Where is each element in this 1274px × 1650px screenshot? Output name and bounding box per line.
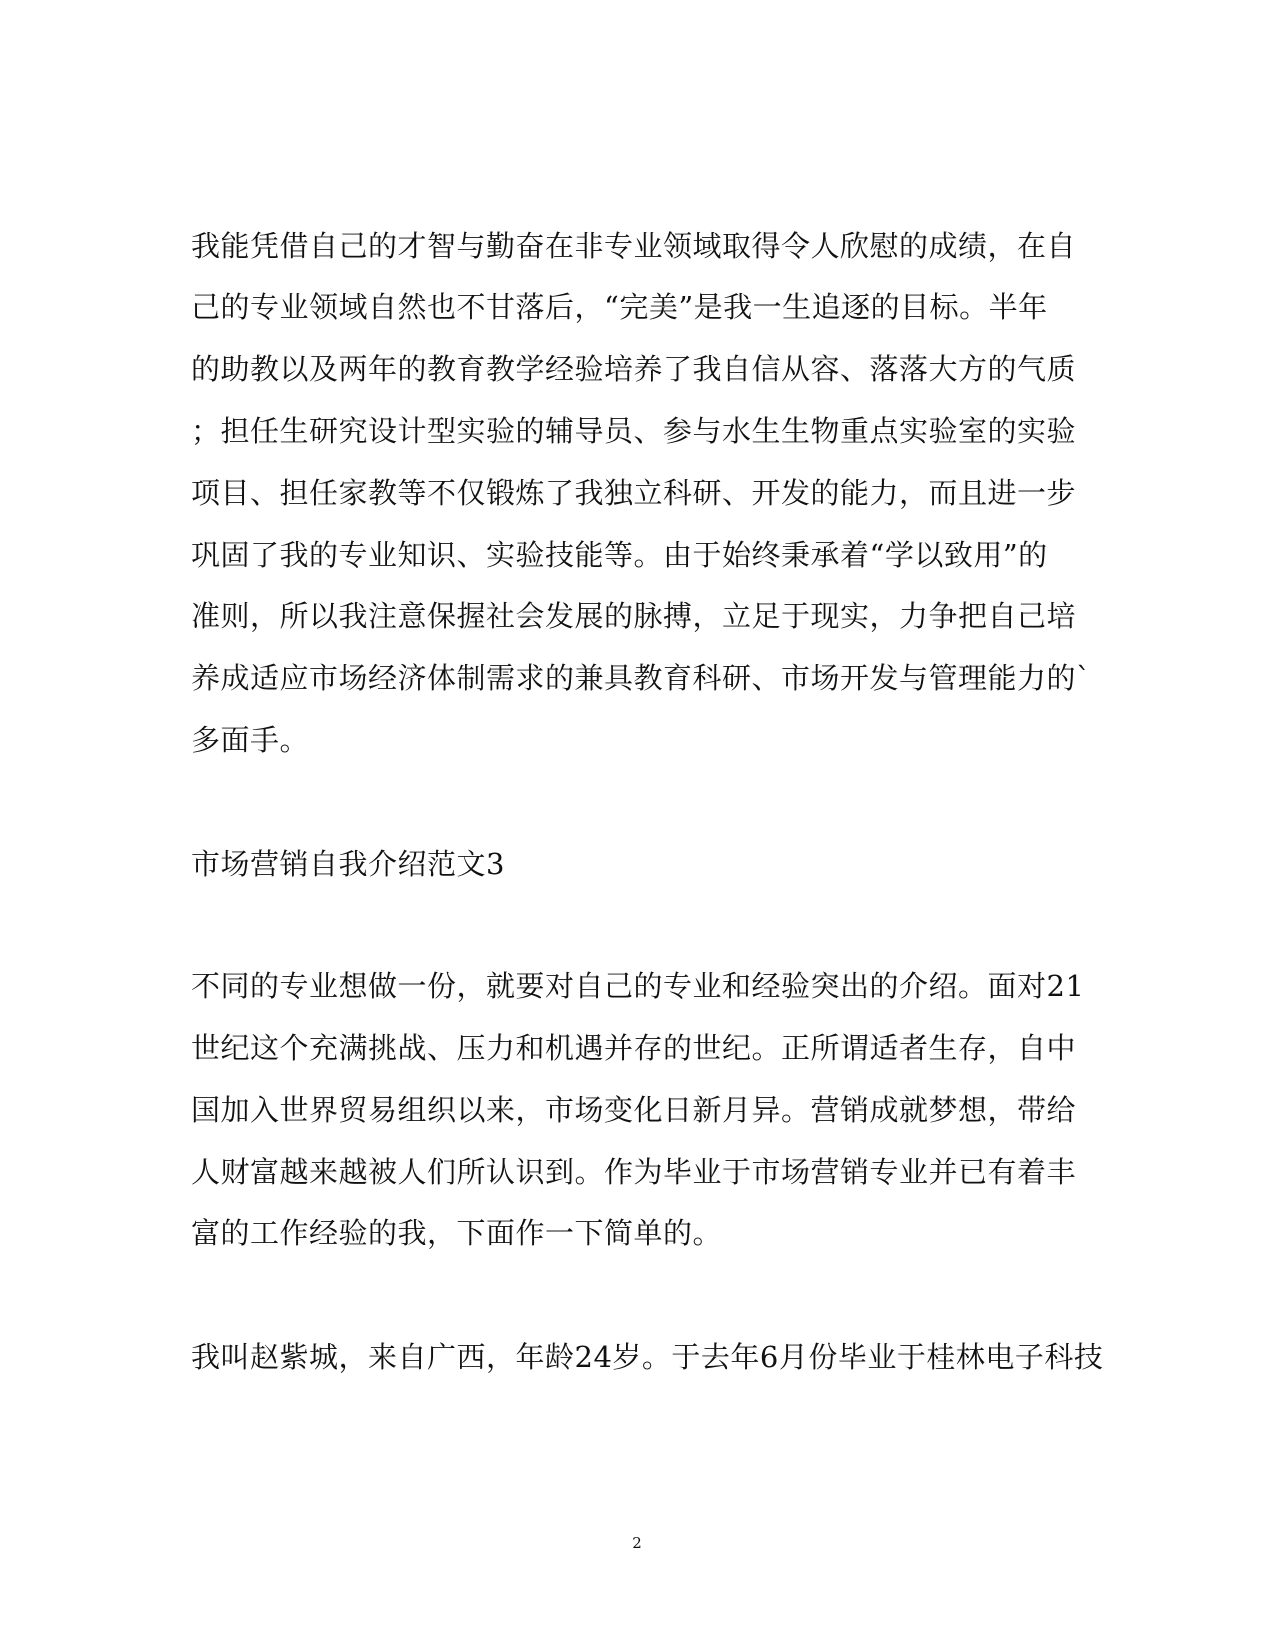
paragraph-1-line-6: 巩固了我的专业知识、实验技能等。由于始终秉承着“学以致用”的 (191, 538, 1048, 572)
paragraph-2-line-4: 人财富越来越被人们所认识到。作为毕业于市场营销专业并已有着丰 (191, 1155, 1077, 1189)
paragraph-1-line-8: 养成适应市场经济体制需求的兼具教育科研、市场开发与管理能力的` (191, 661, 1092, 695)
paragraph-1-line-9: 多面手。 (191, 723, 310, 757)
paragraph-2-line-1: 不同的专业想做一份，就要对自己的专业和经验突出的介绍。面对21 (191, 969, 1085, 1003)
paragraph-1-line-7: 准则，所以我注意保握社会发展的脉搏，立足于现实，力争把自己培 (191, 599, 1077, 633)
paragraph-1-line-3: 的助教以及两年的教育教学经验培养了我自信从容、落落大方的气质 (191, 352, 1077, 386)
paragraph-2-line-5: 富的工作经验的我，下面作一下简单的。 (191, 1216, 723, 1250)
paragraph-1-line-5: 项目、担任家教等不仅锻炼了我独立科研、开发的能力，而且进一步 (191, 476, 1077, 510)
paragraph-1-line-4: ；担任生研究设计型实验的辅导员、参与水生生物重点实验室的实验 (191, 414, 1077, 448)
paragraph-1-line-2: 己的专业领域自然也不甘落后，“完美”是我一生追逐的目标。半年 (191, 290, 1048, 324)
paragraph-1-line-1: 我能凭借自己的才智与勤奋在非专业领域取得令人欣慰的成绩，在自 (191, 229, 1077, 263)
paragraph-2-line-3: 国加入世界贸易组织以来，市场变化日新月异。营销成就梦想，带给 (191, 1093, 1077, 1127)
paragraph-3-line-1: 我叫赵紫城，来自广西，年龄24岁。于去年6月份毕业于桂林电子科技 (191, 1340, 1104, 1374)
page-number: 2 (632, 1534, 642, 1552)
section-heading: 市场营销自我介绍范文3 (191, 847, 505, 881)
paragraph-2-line-2: 世纪这个充满挑战、压力和机遇并存的世纪。正所谓适者生存，自中 (191, 1031, 1077, 1065)
